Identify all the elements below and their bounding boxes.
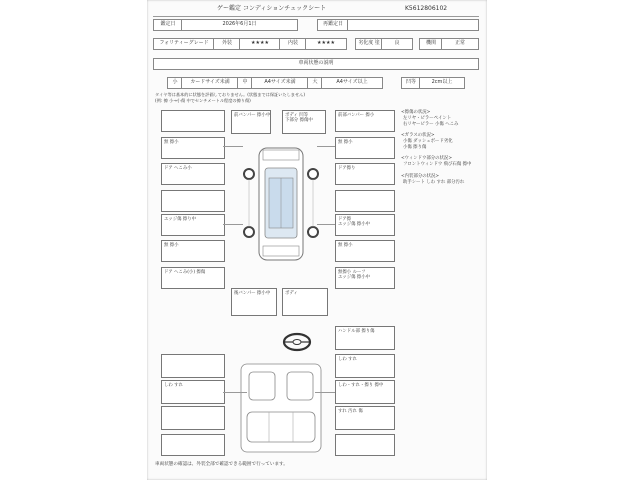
remark-line-3: 小傷 ダッシュボード劣化: [403, 139, 453, 144]
date-label: 鑑定日: [153, 19, 183, 31]
interior-box-right-1: ハンドル部 擦り傷: [335, 326, 395, 350]
damage-box-right-6: 無 擦小: [335, 240, 395, 262]
legend-dent: 凹等: [401, 77, 421, 89]
footer-note: 車両状態の確認は、外装全部で確認できる範囲で行っています。: [155, 462, 288, 467]
reinspection-label: 再鑑定日: [317, 19, 349, 31]
exterior-rating: ★★★★: [239, 38, 281, 50]
note-line-1: タイヤ等は基本的に状態を評価しておりません。(状態までは保証いたしません): [155, 92, 306, 97]
section-title: 車両状態の説明: [153, 58, 479, 70]
legend-mid: 中: [237, 77, 253, 89]
damage-box-rear-right: ボディ: [282, 288, 328, 316]
interior-box-left-4: [161, 434, 225, 456]
legend-mid-desc: A4サイズ未満: [251, 77, 309, 89]
steering-wheel-icon: [282, 332, 312, 352]
damage-box-left-3: ドア へこみ小: [161, 163, 225, 185]
legend-dent-desc: 2cm以上: [419, 77, 465, 89]
damage-box-left-7: ドア へこみ(小) 擦傷: [161, 267, 225, 289]
car-diagram-icon: [235, 138, 327, 270]
remark-line-2: 右リヤーピラー 小傷 へこみ: [403, 122, 459, 127]
remark-heading-3: <ウィンドウ部分の状況>: [401, 156, 453, 161]
paint-value: 良: [381, 38, 413, 50]
sheet-title: ゲー鑑定 コンディションチェックシート: [217, 5, 327, 12]
document-id: K5612806102: [405, 5, 448, 12]
damage-box-front-right: ボディ 凹等 下部分 擦傷中: [282, 110, 326, 134]
interior-box-left-3: [161, 406, 225, 430]
damage-box-left-5: エッジ傷 擦り中: [161, 214, 225, 236]
note-line-2: (例: 擦 小→小傷 中でセンチメートル程度の擦り傷): [155, 98, 251, 103]
interior-rating: ★★★★: [305, 38, 347, 50]
damage-box-front-left: 前バンパー 擦小中: [231, 110, 271, 134]
date-value: 2026年6月1日: [181, 19, 298, 31]
reinspection-value: [347, 19, 479, 31]
remark-heading-2: <ガラスの状況>: [401, 133, 435, 138]
interior-box-right-2: しわ すれ: [335, 354, 395, 378]
damage-box-right-2: 無 擦小: [335, 137, 395, 159]
remark-heading-1: <擦傷の状況>: [401, 110, 431, 115]
remark-line-4: 小傷 擦り傷: [403, 145, 427, 150]
legend-large: 大: [307, 77, 323, 89]
damage-box-left-2: 無 擦小: [161, 137, 225, 159]
damage-box-left-6: 無 擦小: [161, 240, 225, 262]
engine-label: 機関: [419, 38, 443, 50]
damage-box-right-1: 前部バンパー 擦小: [335, 110, 395, 132]
remark-line-6: 助手シート しわ すれ 部分汚れ: [403, 180, 465, 185]
remark-heading-4: <内装部分の状況>: [401, 174, 440, 179]
damage-box-right-4: [335, 190, 395, 212]
damage-box-rear-left: 後バンパー 擦小中: [231, 288, 277, 316]
legend-small-desc: カードサイズ未満: [181, 77, 239, 89]
interior-label: 内装: [279, 38, 307, 50]
damage-box-right-7: 無擦小 ルーフ エッジ傷 擦小中: [335, 267, 395, 289]
damage-box-left-1: [161, 110, 225, 132]
legend-large-desc: A4サイズ以上: [321, 77, 383, 89]
interior-box-right-3: しわ・すれ・擦り 擦中: [335, 380, 395, 404]
interior-box-right-4: すれ 汚れ 傷: [335, 406, 395, 430]
legend-small: 小: [167, 77, 183, 89]
condition-sheet: [147, 0, 487, 480]
interior-seat-diagram-icon: [235, 362, 327, 454]
exterior-label: 外装: [213, 38, 241, 50]
interior-box-left-1: [161, 354, 225, 378]
remark-line-5: フロントウィンドウ 飛び石傷 擦中: [403, 162, 472, 167]
interior-box-left-2: しわ すれ: [161, 380, 225, 404]
damage-box-right-3: ドア擦り: [335, 163, 395, 185]
grade-label: フォリティーグレード: [153, 38, 215, 50]
remark-line-1: 左リヤ・ピラーペイント: [403, 116, 452, 121]
interior-box-right-5: [335, 434, 395, 456]
paint-label: 劣化度 塗: [355, 38, 383, 50]
engine-value: 正常: [441, 38, 479, 50]
damage-box-right-5: ドア擦 エッジ傷 擦小中: [335, 214, 395, 236]
damage-box-left-4: [161, 190, 225, 212]
